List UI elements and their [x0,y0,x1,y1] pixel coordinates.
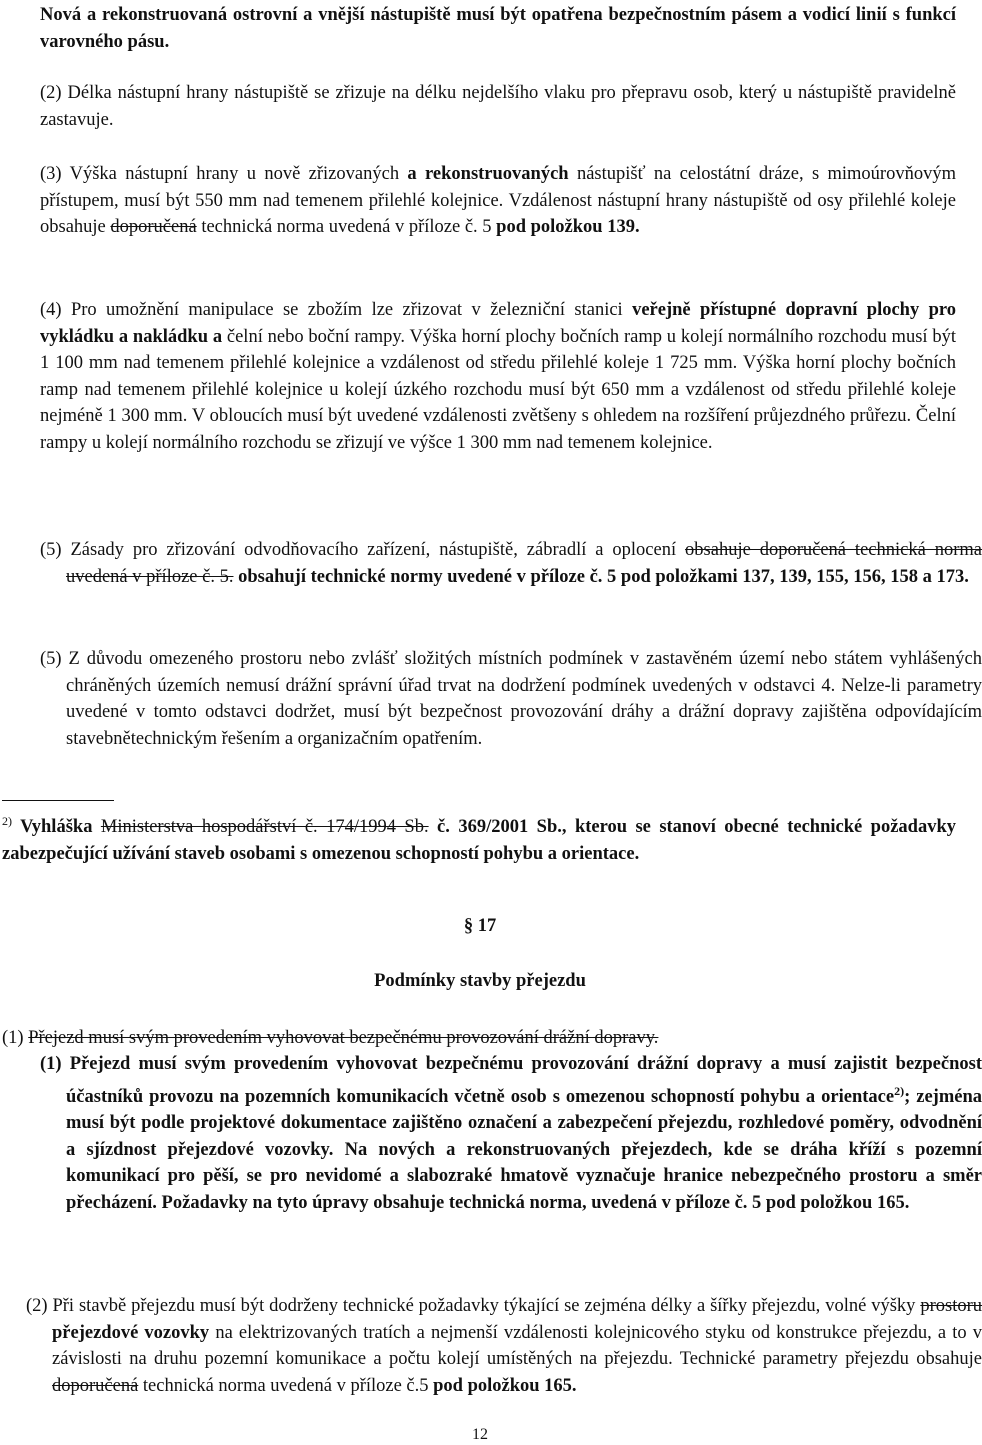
paragraph-4-bold-insert: veřejně přístupné dopravní plochy pro vykládku a nakládku a [40,300,956,347]
section-paragraph-1-old-deleted: Přejezd musí svým provedením vyhovovat bezpečnému provozování drážní dopravy. [28,1028,659,1048]
paragraph-3-bold-insert: a rekonstruovaných [407,164,569,184]
section-paragraph-2-deleted-2: doporučená [52,1375,139,1396]
footnote-reference: 2) [894,1083,905,1098]
paragraph-3-text: (3) Výška nástupní hrany u nově zřizovaných [40,164,408,184]
footnote [2,808,956,867]
paragraph-2-text: (2) Délka nástupní hrany nástupiště se zřizuje na délku nejdelšího vlaku pro přepravu osob, který u nástupiště pravidelně zastavuje. [40,83,956,130]
footnote-mark: 2) [2,814,12,828]
section-paragraph-2-bold-insert-2: pod položkou 165. [433,1375,577,1396]
intro-paragraph [40,2,956,55]
paragraph-5b-text: (5) Z důvodu omezeného prostoru nebo zvlášť složitých místních podmínek v zastavěném území nebo státem vyhlášených chráněných územích nemusí drážní správní úřad trvat na dodržení podmínek uvedených v odstavci 4. Nelze-li parametry uvedené v tomto odstavci dodržet, musí být bezpečnost provozování dráhy a drážní dopravy zajištěna odpovídajícím stavebnětechnickým řešením a organizačním opatřením. [40,649,982,749]
paragraph-5b [40,646,982,752]
section-paragraph-2-text-3: technická norma uvedená v příloze č.5 [138,1375,434,1396]
paragraph-2 [40,80,956,133]
section-paragraph-1-new [40,1051,982,1216]
paragraph-5a-text: (5) Zásady pro zřizování odvodňovacího zařízení, nástupiště, zábradlí a oplocení [40,540,686,560]
section-paragraph-2-deleted: prostoru [920,1296,982,1316]
section-paragraph-1-new-text: (1) Přejezd musí svým provedením vyhovovat bezpečnému provozování drážní dopravy a musí zajistit bezpečnost účastníků provozu na pozemních komunikacích včetně osob s omezenou schopností pohybu a orientace [40,1054,982,1107]
intro-text: Nová a rekonstruovaná ostrovní a vnější nástupiště musí být opatřena bezpečnostním pásem a vodicí linií s funkcí varovného pásu. [40,5,956,52]
paragraph-3-bold-insert-2: pod položkou 139. [496,217,640,237]
section-paragraph-2-bold-insert: přejezdové vozovky [52,1322,210,1343]
paragraph-4-text-2: čelní nebo boční rampy. Výška horní plochy bočních ramp u kolejí normálního rozchodu musí být 1 100 mm nad temenem přilehlé kolejnice a vzdálenost od středu přilehlé koleje 1 725 mm. Výška horní plochy bočních ramp nad temenem přilehlé kolejnice u kolejí úzkého rozchodu musí být 650 mm a vzdálenost od středu přilehlé koleje nejméně 1 300 mm. V obloucích musí být uvedené vzdálenosti zvětšeny s ohledem na rozšíření průjezdného průřezu. Čelní rampy u kolejí normálního rozchodu se zřizují ve výšce 1 300 mm nad temenem kolejnice. [40,326,956,453]
footnote-divider [2,800,114,801]
footnote-deleted: Ministerstva hospodářství č. 174/1994 Sb. [100,817,429,838]
footnote-bold-2: č. 369/2001 Sb., kterou se stanoví obecné technické požadavky zabezpečující užívání staveb osobami s omezenou schopností pohybu a orientace. [2,817,956,864]
paragraph-5a-bold-insert: obsahují technické normy uvedené v příloze č. 5 pod položkami 137, 139, 155, 156, 158 a 173. [233,566,969,587]
section-paragraph-2-text: (2) Při stavbě přejezdu musí být dodrženy technické požadavky týkající se zejména délky a šířky přejezdu, volné výšky [26,1296,921,1316]
paragraph-5a [40,537,982,590]
section-paragraph-1-old [2,1025,956,1052]
section-number: § 17 [463,916,497,936]
paragraph-4-text: (4) Pro umožnění manipulace se zbožím lze zřizovat v železniční stanici [40,300,633,320]
paragraph-4 [40,297,956,456]
paragraph-3 [40,161,956,241]
section-paragraph-2-text-2: na elektrizovaných tratích a nejmenší vzdálenosti kolejnicového styku od konstrukce přejezdu, a to v závislosti na druhu pozemní komunikace a počtu kolejí umístěných na přejezdu. Technické parametry přejezdu obsahuje [52,1322,982,1369]
section-paragraph-2 [26,1293,982,1399]
paragraph-5a-deleted: obsahuje doporučená technická norma uvedená v příloze č. 5. [66,540,982,587]
paragraph-3-deleted: doporučená [110,217,197,237]
page-number: 12 [472,1426,488,1443]
footnote-bold: Vyhláška [12,817,101,838]
section-title: Podmínky stavby přejezdu [374,971,586,991]
paragraph-3-text-2: nástupišť na celostátní dráze, s mimoúrovňovým přístupem, musí být 550 mm nad temenem přilehlé kolejnice. Vzdálenost nástupní hrany nástupiště od osy přilehlé koleje obsahuje [40,164,956,237]
paragraph-3-text-3: technická norma uvedená v příloze č. 5 [196,217,497,237]
section-paragraph-1-new-text-2: ; zejména musí být podle projektové dokumentace zajištěno označení a zabezpečení přejezdu, rozhledové poměry, odvodnění a sjízdnost přejezdové vozovky. Na nových a rekonstruovaných přejezdech, kde se dráha kříží s pozemní komunikací pro pěší, se pro nevidomé a slabozraké hmatově vyznačuje hranice nebezpečného prostoru a směr přecházení. Požadavky na tyto úpravy obsahuje technická norma, uvedená v příloze č. 5 pod položkou 165. [66,1086,982,1213]
section-paragraph-1-old-label: (1) [2,1028,29,1048]
